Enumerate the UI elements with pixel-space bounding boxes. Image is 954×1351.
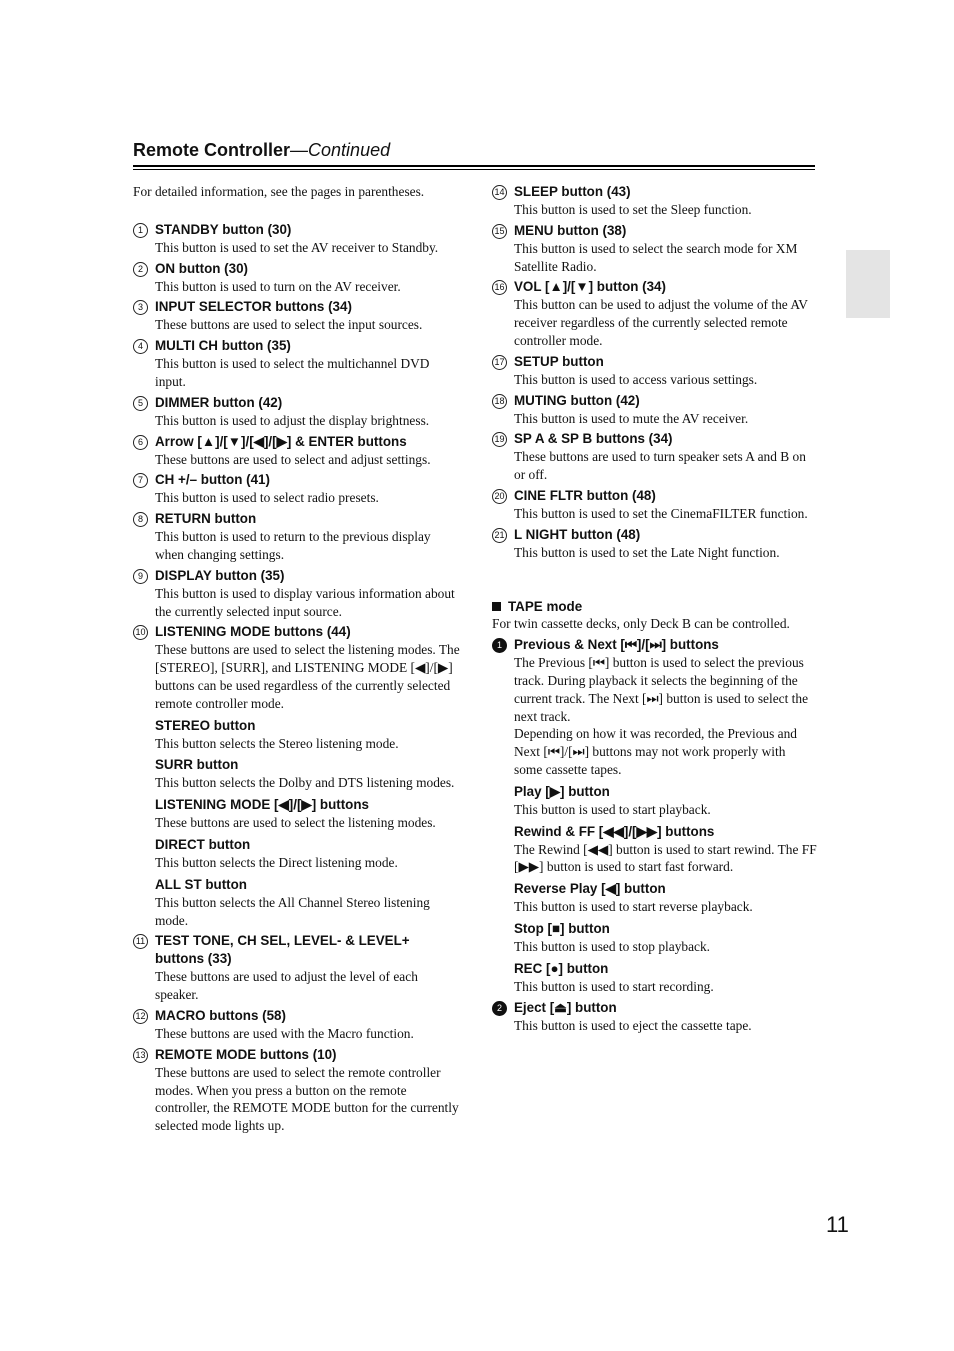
sub-item-description: These buttons are used to select the listening modes. (155, 815, 436, 831)
list-item (492, 636, 817, 995)
item-description: This button is used to select the search mode for XM Satellite Radio. (514, 240, 798, 274)
item-number-badge: 3 (133, 300, 148, 315)
sub-item-title: SURR button (155, 757, 239, 773)
right-item-list (492, 183, 817, 562)
item-number-badge: 5 (133, 396, 148, 411)
sub-item-title: ALL ST button (155, 876, 247, 892)
list-item (133, 932, 461, 1004)
list-item (492, 392, 817, 428)
item-title: CINE FLTR button (48) (514, 487, 656, 503)
list-item (492, 487, 817, 523)
item-number-badge: 15 (492, 224, 507, 239)
item-title: MULTI CH button (35) (155, 338, 291, 354)
item-title: Eject [⏏] button (514, 999, 617, 1015)
item-title: L NIGHT button (48) (514, 526, 641, 542)
list-item (133, 298, 461, 334)
left-item-list (133, 221, 461, 1135)
header-rule (133, 165, 815, 167)
sub-item-title: Rewind & FF [◀◀]/[▶▶] buttons (514, 823, 715, 839)
item-title: MACRO buttons (58) (155, 1007, 286, 1023)
header-title: Remote Controller (133, 140, 291, 160)
intro-text: For detailed information, see the pages in parentheses. (133, 184, 425, 199)
sub-item-title: LISTENING MODE [◀]/[▶] buttons (155, 797, 369, 813)
item-description: These buttons are used to select the remote controller modes. When you press a button on the remote controller, the REMOTE MODE button for the currently selected mode lights up. (155, 1064, 459, 1134)
sub-item-title: Reverse Play [◀] button (514, 881, 666, 897)
item-number-badge: 14 (492, 185, 507, 200)
item-title: LISTENING MODE buttons (44) (155, 624, 351, 640)
list-item (492, 353, 817, 389)
page-header (133, 140, 390, 161)
list-item (492, 999, 817, 1035)
item-title: MENU button (38) (514, 222, 627, 238)
left-column (133, 183, 461, 1138)
item-title: TEST TONE, CH SEL, LEVEL- & LEVEL+ buttons (33) (155, 933, 410, 967)
tape-section-desc: For twin cassette decks, only Deck B can be controlled. (492, 616, 790, 632)
item-title: INPUT SELECTOR buttons (34) (155, 299, 352, 315)
sub-item-title: Stop [■] button (514, 920, 610, 936)
item-description: This button can be used to adjust the volume of the AV receiver regardless of the currently selected remote controller mode. (514, 297, 808, 348)
list-item (133, 394, 461, 430)
item-description: This button is used to mute the AV receiver. (514, 410, 749, 426)
list-item (492, 430, 817, 484)
list-item (492, 526, 817, 562)
list-item (133, 1046, 461, 1135)
item-description: This button is used to select radio presets. (155, 490, 379, 506)
sub-item-title: Play [▶] button (514, 783, 610, 799)
item-number-badge: 17 (492, 355, 507, 370)
list-item (492, 222, 817, 276)
list-item (133, 1007, 461, 1043)
list-item (492, 278, 817, 349)
sub-item-description: This button is used to start reverse playback. (514, 899, 753, 915)
item-description: This button is used to set the Sleep function. (514, 202, 752, 217)
item-number-badge: 1 (492, 638, 507, 653)
sub-item-title: REC [●] button (514, 960, 609, 976)
item-description: These buttons are used to adjust the level of each speaker. (155, 969, 418, 1003)
side-tab-marker (846, 250, 890, 318)
list-item (133, 260, 461, 296)
item-number-badge: 13 (133, 1048, 148, 1063)
item-title: Previous & Next [⏮]/[⏭] buttons (514, 637, 719, 653)
sub-item-description: This button selects the Dolby and DTS listening modes. (155, 775, 455, 791)
item-number-badge: 11 (133, 934, 148, 949)
item-title: SLEEP button (43) (514, 184, 631, 199)
item-description: These buttons are used with the Macro function. (155, 1025, 414, 1041)
square-bullet-icon (492, 602, 501, 611)
page-number: 11 (826, 1212, 849, 1237)
item-title: VOL [▲]/[▼] button (34) (514, 279, 666, 295)
item-description: This button is used to adjust the display brightness. (155, 412, 430, 428)
item-number-badge: 19 (492, 432, 507, 447)
item-number-badge: 21 (492, 528, 507, 543)
item-title: RETURN button (155, 511, 257, 527)
sub-item-description: This button selects the All Channel Stereo listening mode. (155, 894, 430, 928)
header-rule-thin (133, 169, 815, 170)
list-item (133, 221, 461, 257)
item-title: ON button (30) (155, 260, 248, 276)
item-title: REMOTE MODE buttons (10) (155, 1046, 337, 1062)
item-description: Depending on how it was recorded, the Previous and Next [⏮]/[⏭] buttons may not work properly with some cassette tapes. (514, 726, 797, 777)
list-item (133, 623, 461, 929)
item-title: SETUP button (514, 353, 604, 369)
item-number-badge: 10 (133, 625, 148, 640)
list-item (133, 471, 461, 507)
item-number-badge: 2 (133, 262, 148, 277)
item-description: This button is used to set the CinemaFILTER function. (514, 505, 808, 521)
sub-item-description: This button is used to start playback. (514, 801, 711, 817)
sub-item-title: STEREO button (155, 717, 256, 733)
tape-heading-text: TAPE mode (508, 598, 583, 614)
item-description: These buttons are used to select the input sources. (155, 317, 423, 333)
item-description: This button is used to return to the previous display when changing settings. (155, 529, 431, 562)
item-number-badge: 6 (133, 435, 148, 450)
item-title: MUTING button (42) (514, 392, 640, 408)
tape-item-list (492, 636, 817, 1034)
list-item (133, 567, 461, 621)
list-item (492, 183, 817, 219)
item-description: This button is used to set the Late Night function. (514, 544, 780, 560)
item-description: This button is used to display various information about the currently selected input source. (155, 585, 455, 619)
item-number-badge: 18 (492, 394, 507, 409)
list-item (133, 510, 461, 564)
list-item (133, 337, 461, 391)
sub-item-description: This button selects the Stereo listening mode. (155, 735, 399, 751)
item-number-badge: 8 (133, 512, 148, 527)
item-title: DIMMER button (42) (155, 394, 283, 410)
item-title: SP A & SP B buttons (34) (514, 431, 673, 447)
item-number-badge: 2 (492, 1001, 507, 1016)
list-item (133, 433, 461, 469)
item-description: These buttons are used to turn speaker sets A and B on or off. (514, 449, 806, 483)
sub-item-description: This button selects the Direct listening mode. (155, 854, 398, 870)
item-number-badge: 16 (492, 280, 507, 295)
item-number-badge: 1 (133, 223, 148, 238)
item-description: This button is used to turn on the AV receiver. (155, 278, 401, 294)
item-title: DISPLAY button (35) (155, 567, 285, 583)
item-description: This button is used to access various settings. (514, 371, 758, 387)
sub-item-description: The Rewind [◀◀] button is used to start rewind. The FF [▶▶] button is used to start fast forward. (514, 841, 817, 875)
tape-section-heading (492, 598, 817, 616)
sub-item-title: DIRECT button (155, 836, 251, 852)
item-number-badge: 7 (133, 473, 148, 488)
item-description: This button is used to eject the cassette tape. (514, 1017, 752, 1033)
sub-item-description: This button is used to start recording. (514, 978, 714, 994)
item-description: These buttons are used to select and adjust settings. (155, 451, 431, 467)
item-description: These buttons are used to select the listening modes. The [STEREO], [SURR], and LISTENING MODE [◀]/[▶] buttons can be used regardless of the currently selected remote controller mode. (155, 642, 460, 711)
right-column (492, 183, 817, 1037)
item-number-badge: 20 (492, 489, 507, 504)
header-continued: —Continued (290, 140, 391, 160)
item-number-badge: 4 (133, 339, 148, 354)
sub-item-description: This button is used to stop playback. (514, 938, 711, 954)
item-title: CH +/– button (41) (155, 472, 270, 488)
item-title: Arrow [▲]/[▼]/[◀]/[▶] & ENTER buttons (155, 433, 407, 449)
item-number-badge: 12 (133, 1009, 148, 1024)
item-number-badge: 9 (133, 569, 148, 584)
item-description: The Previous [⏮] button is used to select the previous track. During playback it selects the beginning of the current track. The Next [⏭] button is used to select the next track. (514, 655, 809, 724)
item-title: STANDBY button (30) (155, 221, 292, 237)
item-description: This button is used to set the AV receiver to Standby. (155, 239, 439, 255)
item-description: This button is used to select the multichannel DVD input. (155, 356, 430, 389)
